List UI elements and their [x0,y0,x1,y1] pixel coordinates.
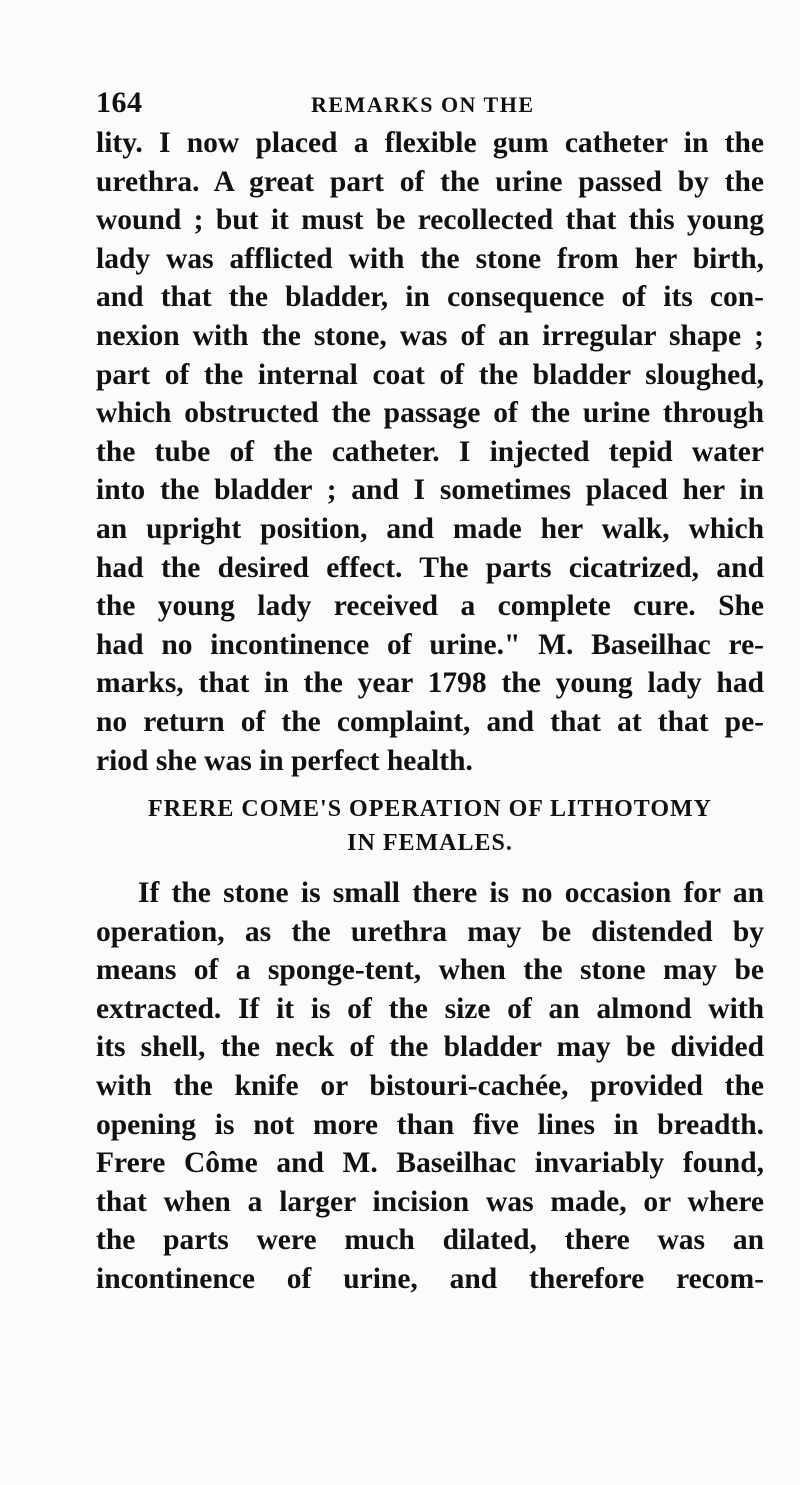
text-line: incontinence of urine, and therefore recom- [96,1262,764,1295]
text-line: the tube of the catheter. I injected tepid water [96,435,764,468]
text-line: Frere Côme and M. Baseilhac invariably found, [96,1147,764,1180]
section-heading-line-2: IN FEMALES. [347,830,513,856]
text-line: If the stone is small there is no occasion for an [138,877,764,909]
text-line: nexion with the stone, was of an irregular shape ; [96,319,764,352]
text-line: lady was afflicted with the stone from her birth, [96,242,764,275]
paragraph-1 [96,124,764,780]
text-line: lity. I now placed a flexible gum catheter in the [96,127,764,159]
text-line: means of a sponge-tent, when the stone may be [96,954,764,987]
text-line: no return of the complaint, and that at that pe- [96,705,764,738]
text-line: which obstructed the passage of the urine through [96,397,764,430]
text-line: marks, that in the year 1798 the young lady had [96,667,764,700]
text-line: with the knife or bistouri-cachée, provided the [96,1069,764,1102]
text-line: had the desired effect. The parts cicatrized, and [96,551,764,584]
text-line: its shell, the neck of the bladder may be divided [96,1031,764,1064]
text-line: the young lady received a complete cure. She [96,590,764,623]
page-header [96,86,756,126]
section-heading-line-1: FRERE COME'S OPERATION OF LITHOTOMY [148,796,712,822]
text-line: had no incontinence of urine." M. Baseilhac re- [96,628,764,661]
section-heading [96,792,764,860]
text-line: into the bladder ; and I sometimes placed her in [96,474,764,507]
text-line: that when a larger incision was made, or where [96,1185,764,1218]
text-line: the parts were much dilated, there was an [96,1224,764,1257]
text-line: opening is not more than five lines in breadth. [96,1108,764,1141]
running-head: REMARKS ON THE [311,92,535,117]
text-line: and that the bladder, in consequence of its con- [96,281,764,314]
page-number: 164 [96,86,143,119]
text-line: urethra. A great part of the urine passed by the [96,165,764,198]
text-line: riod she was in perfect health. [96,744,473,777]
text-line: extracted. If it is of the size of an almond with [96,992,764,1025]
text-line: wound ; but it must be recollected that this young [96,204,764,237]
text-line: operation, as the urethra may be distended by [96,915,764,948]
text-line: part of the internal coat of the bladder sloughed, [96,358,764,391]
paragraph-2 [96,874,764,1299]
text-line: an upright position, and made her walk, which [96,512,764,545]
